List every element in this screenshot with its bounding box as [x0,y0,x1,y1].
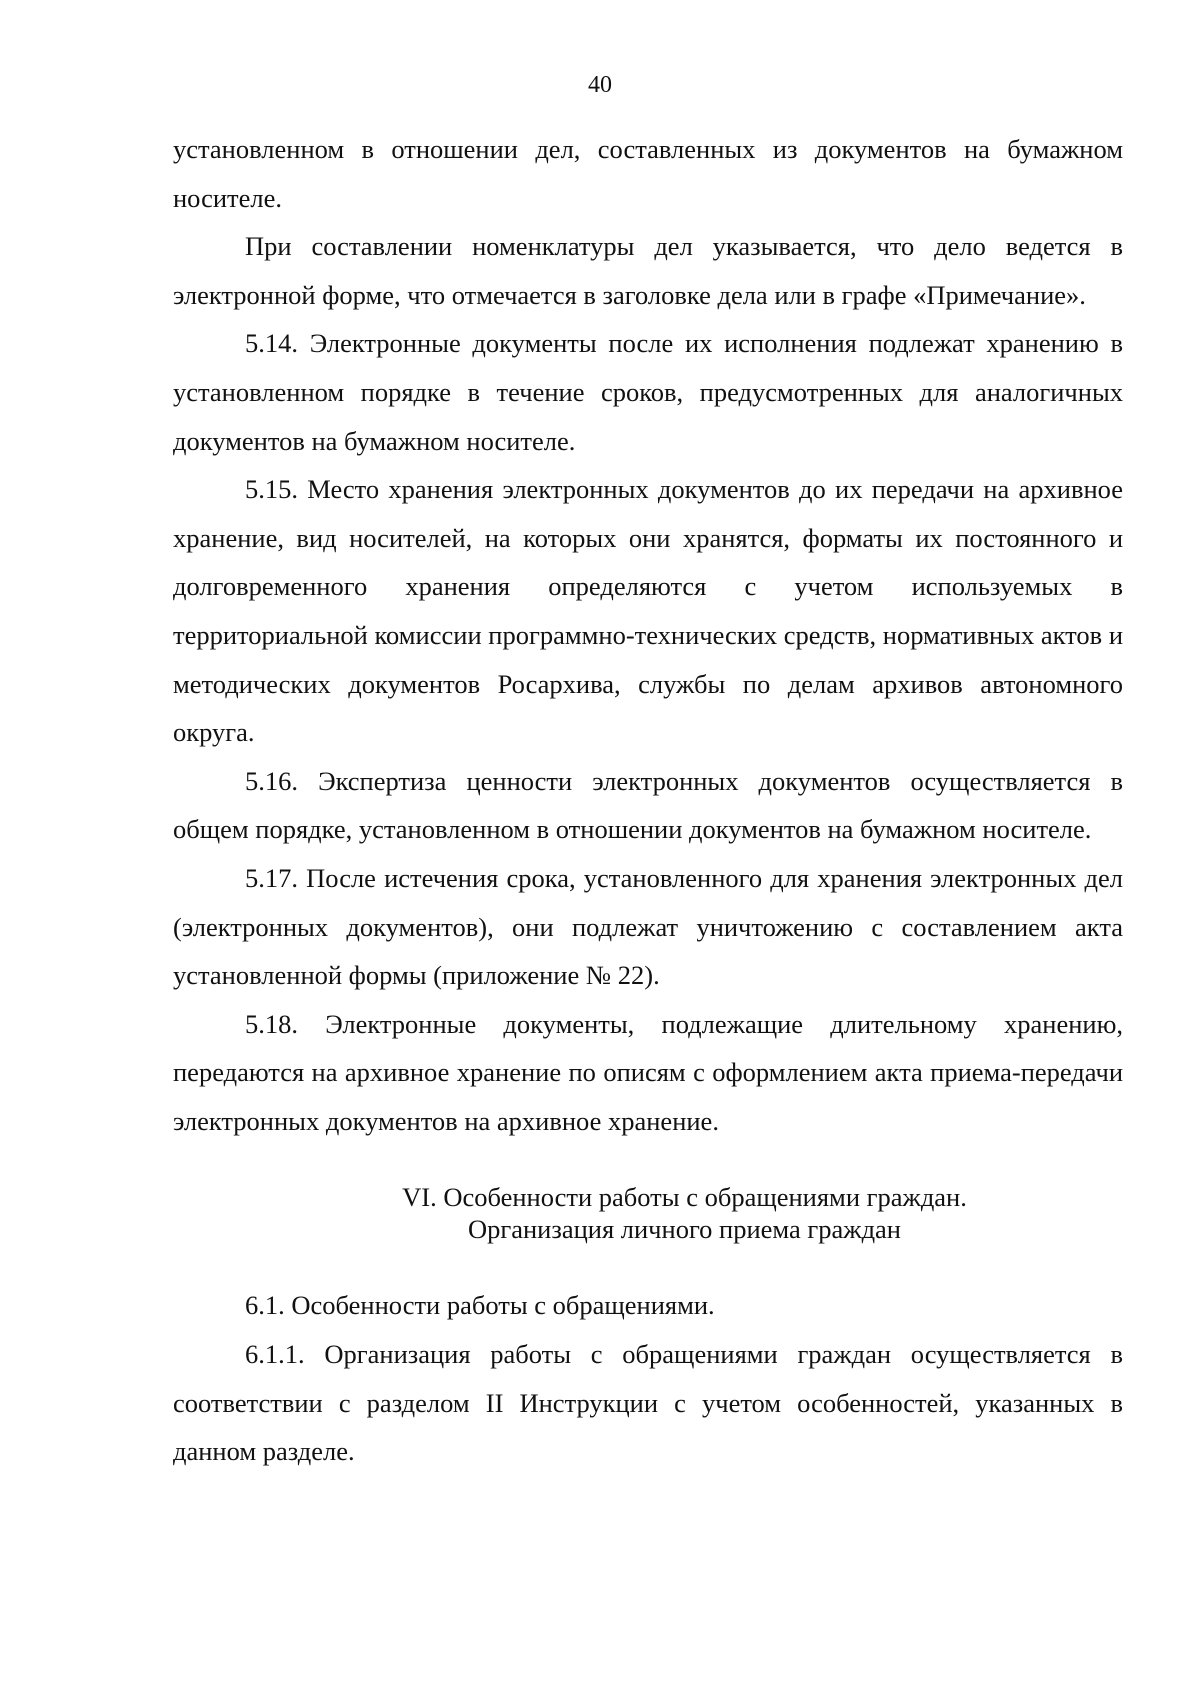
paragraph-5-15: 5.15. Место хранения электронных документов до их передачи на архивное хранение, вид носителей, на которых они хранятся, форматы их постоянного и долговременного хранения определяются с учетом используемых в территориальной комиссии программно-технических средств, нормативных актов и методических документов Росархива, службы по делам архивов автономного округа. [173,474,1123,748]
paragraph-5-17: 5.17. После истечения срока, установленного для хранения электронных дел (электронных документов), они подлежат уничтожению с составлением акта установленной формы (приложение № 22). [173,862,1123,991]
paragraph-5-18: 5.18. Электронные документы, подлежащие длительному хранению, передаются на архивное хранение по описям с оформлением акта приема-передачи электронных документов на архивное хранение. [173,1008,1123,1136]
paragraph-5-14: 5.14. Электронные документы после их исполнения подлежат хранению в установленном порядке в течение сроков, предусмотренных для аналогичных документов на бумажном носителе. [173,328,1123,456]
section-heading-line-2: Организация личного приема граждан [467,1214,901,1245]
paragraph-5-16: 5.16. Экспертиза ценности электронных документов осуществляется в общем порядке, установленном в отношении документов на бумажном носителе. [173,765,1123,845]
paragraph-6-1-1: 6.1.1. Организация работы с обращениями граждан осуществляется в соответствии с разделом II Инструкции с учетом особенностей, указанных в данном разделе. [173,1339,1123,1467]
paragraph-nomenclature: При составлении номенклатуры дел указывается, что дело ведется в электронной форме, что отмечается в заголовке дела или в графе «Примечание». [173,231,1123,310]
section-heading [173,1145,1123,1281]
paragraph-6-1: 6.1. Особенности работы с обращениями. [245,1290,715,1321]
paragraph-continuation: установленном в отношении дел, составленных из документов на бумажном носителе. [173,134,1123,213]
section-heading-line-1: VI. Особенности работы с обращениями граждан. [402,1182,967,1213]
page-number: 40 [588,72,612,98]
document-body [173,125,1123,1476]
